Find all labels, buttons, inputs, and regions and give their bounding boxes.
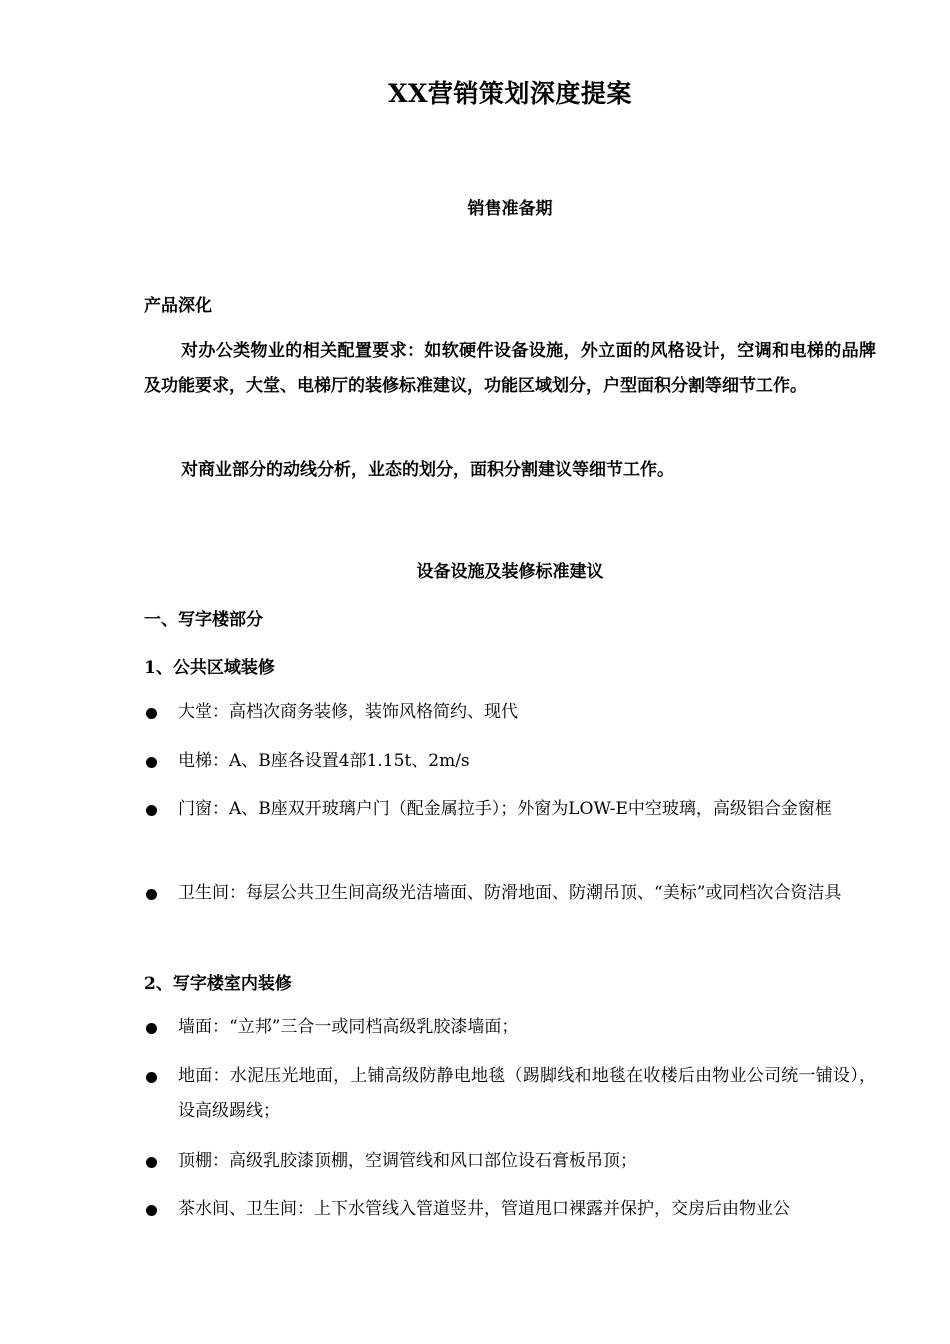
list-item-text: 地面：水泥压光地面，上铺高级防静电地毯（踢脚线和地毯在收楼后由物业公司统一铺设）， 设高级踢线； — [178, 1066, 876, 1121]
bullet-icon — [146, 757, 157, 768]
public-area-heading: 1、公共区域装修 — [144, 658, 275, 678]
list-item — [144, 1059, 876, 1129]
standards-heading: 设备设施及装修标准建议 — [416, 562, 604, 582]
paragraph-commercial-analysis: 对商业部分的动线分析，业态的划分，面积分割建议等细节工作。 — [181, 460, 674, 480]
list-item — [144, 1144, 876, 1179]
interior-heading: 2、写字楼室内装修 — [144, 974, 292, 994]
document-title: XX营销策划深度提案 — [388, 79, 632, 108]
list-item — [144, 1192, 876, 1227]
bullet-icon — [146, 1157, 157, 1168]
bullet-icon — [146, 805, 157, 816]
part-one-heading: 一、写字楼部分 — [144, 610, 263, 630]
list-item-text: 大堂：高档次商务装修，装饰风格简约、现代 — [178, 702, 518, 722]
list-item-text: 卫生间：每层公共卫生间高级光洁墙面、防滑地面、防潮吊顶、“美标”或同档次合资洁具 — [178, 883, 842, 903]
section-heading: 销售准备期 — [467, 199, 553, 219]
list-item-text: 墙面：“立邦”三合一或同档高级乳胶漆墙面； — [178, 1017, 519, 1037]
list-item — [144, 744, 876, 779]
paragraph-office-requirements: 对办公类物业的相关配置要求：如软硬件设备设施，外立面的风格设计，空调和电梯的品牌及功能要求，大堂、电梯厅的装修标准建议，功能区域划分，户型面积分割等细节工作。 — [144, 341, 876, 396]
list-item-text: 电梯：A、B座各设置4部1.15t、2m/s — [178, 751, 470, 771]
bullet-icon — [146, 1023, 157, 1034]
list-item — [144, 876, 876, 911]
bullet-icon — [146, 889, 157, 900]
list-item — [144, 792, 876, 827]
bullet-icon — [146, 708, 157, 719]
bullet-icon — [146, 1072, 157, 1083]
list-item — [144, 1010, 876, 1045]
list-item-text: 顶棚：高级乳胶漆顶棚，空调管线和风口部位设石膏板吊顶； — [178, 1151, 637, 1171]
list-item-text: 门窗：A、B座双开玻璃户门（配金属拉手）；外窗为LOW-E中空玻璃，高级铝合金窗框 — [178, 799, 832, 819]
list-item — [144, 695, 876, 730]
subsection-heading-product: 产品深化 — [144, 296, 212, 316]
list-item-text: 茶水间、卫生间：上下水管线入管道竖井，管道甩口裸露并保护，交房后由物业公 — [178, 1199, 790, 1219]
bullet-icon — [146, 1205, 157, 1216]
